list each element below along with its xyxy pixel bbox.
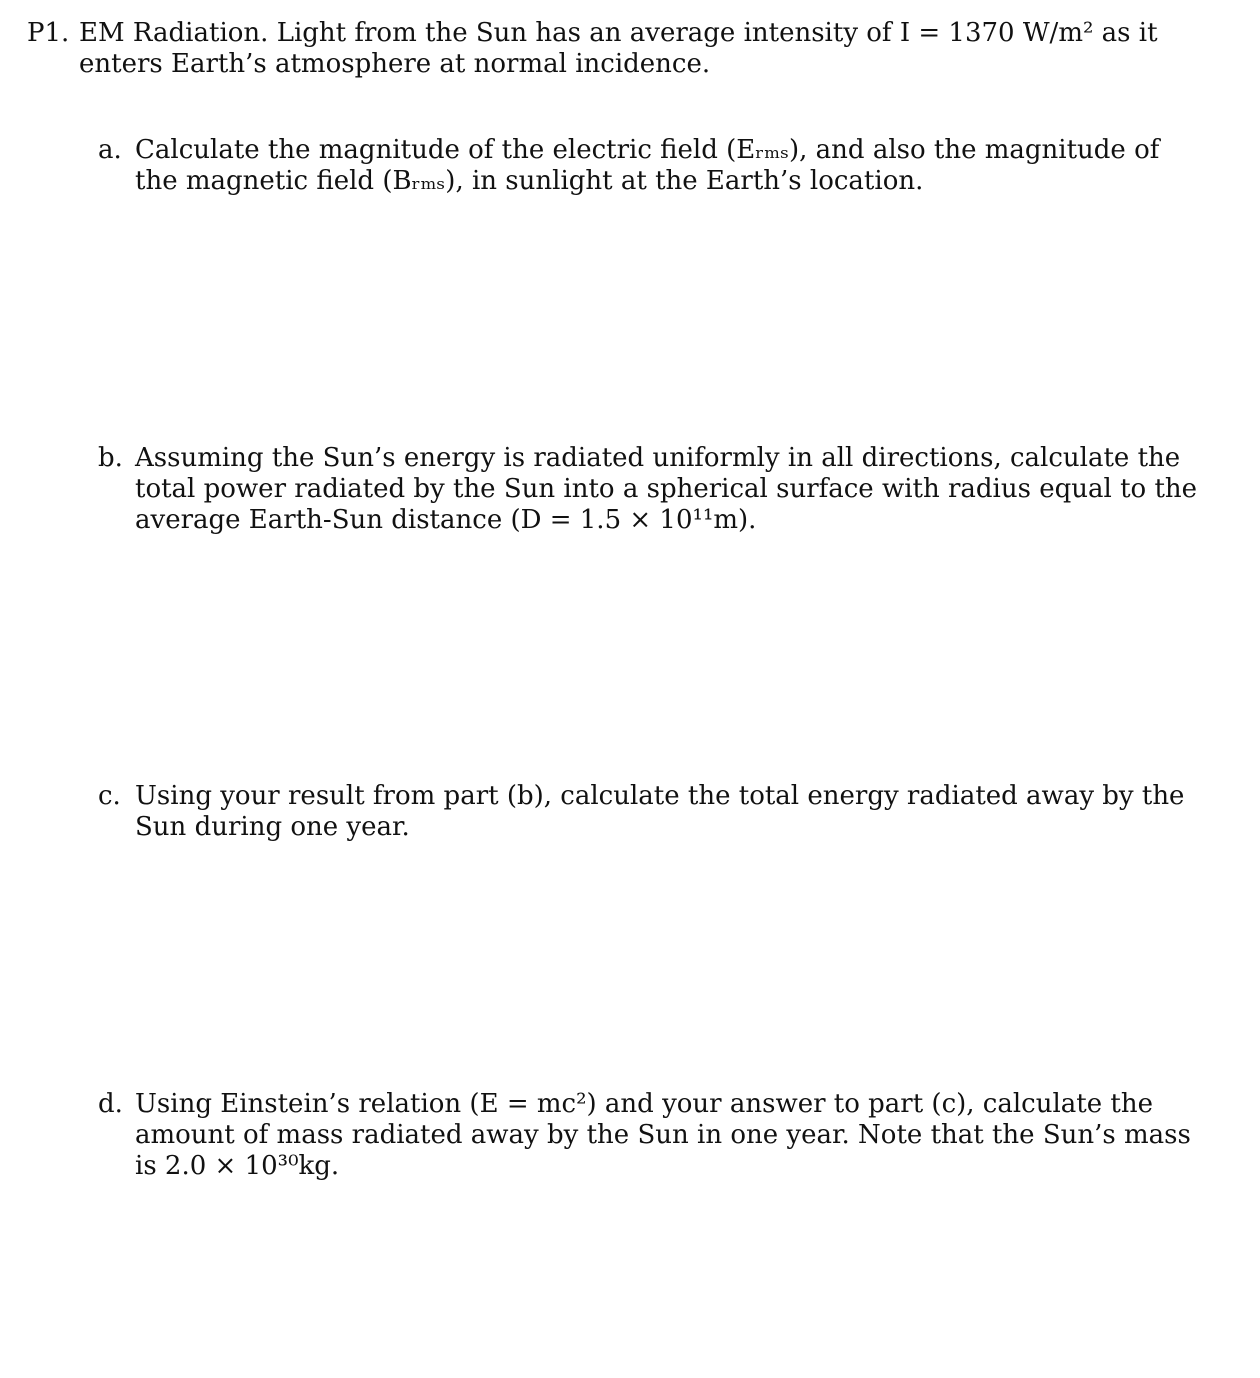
part-text <box>135 443 1198 536</box>
part-c-line-2: Sun during one year. <box>135 812 410 842</box>
part-b-line-1: Assuming the Sun’s energy is radiated uniformly in all directions, calculate the <box>135 443 1181 473</box>
part-c <box>98 781 1185 843</box>
part-d-line-2: amount of mass radiated away by the Sun in one year. Note that the Sun’s mass <box>135 1120 1191 1150</box>
part-label: c. <box>98 781 121 811</box>
part-label: a. <box>98 135 122 165</box>
part-b <box>98 443 1198 536</box>
part-b-line-2: total power radiated by the Sun into a spherical surface with radius equal to the <box>135 474 1198 504</box>
part-b-line-3: average Earth-Sun distance (D = 1.5 × 10¹¹m). <box>135 505 757 535</box>
problem-statement-line-2: enters Earth’s atmosphere at normal incidence. <box>79 49 711 79</box>
part-text <box>135 135 1160 197</box>
part-c-line-1: Using your result from part (b), calculate the total energy radiated away by the <box>135 781 1185 811</box>
part-label: d. <box>98 1089 123 1119</box>
part-d-line-1: Using Einstein’s relation (E = mc²) and your answer to part (c), calculate the <box>135 1089 1153 1119</box>
problem-statement <box>27 18 1158 80</box>
problem-statement-line-1: EM Radiation. Light from the Sun has an average intensity of I = 1370 W/m² as it <box>79 18 1158 48</box>
part-d <box>98 1089 1191 1182</box>
part-d-line-3: is 2.0 × 10³⁰kg. <box>135 1151 340 1181</box>
part-a-line-2: the magnetic field (Bᵣₘₛ), in sunlight at the Earth’s location. <box>135 166 924 196</box>
part-a-line-1: Calculate the magnitude of the electric field (Eᵣₘₛ), and also the magnitude of <box>135 135 1160 165</box>
part-text <box>135 1089 1191 1182</box>
part-text <box>135 781 1185 843</box>
problem-number: P1. <box>27 18 70 48</box>
part-a <box>98 135 1160 197</box>
part-label: b. <box>98 443 123 473</box>
